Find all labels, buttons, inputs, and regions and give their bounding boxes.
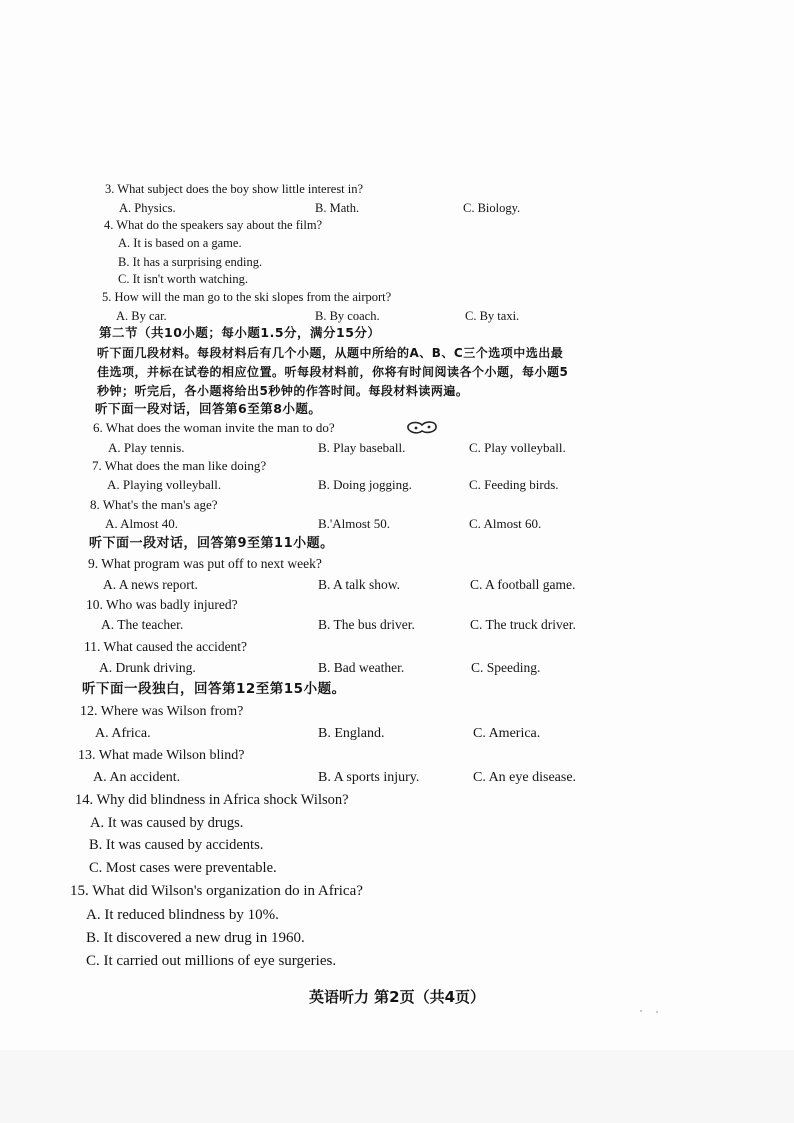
- q9-option-b: B. A talk show.: [318, 577, 401, 592]
- q12-option-c: C. America.: [473, 726, 541, 741]
- q15-option-c: C. It carried out millions of eye surgeries.: [86, 953, 337, 969]
- q3-option-a: A. Physics.: [119, 201, 176, 215]
- q7-option-b: B. Doing jogging.: [318, 477, 412, 492]
- question-9-stem: 9. What program was put off to next week?: [88, 556, 322, 571]
- q3-option-b: B. Math.: [315, 201, 360, 215]
- q12-option-b: B. England.: [318, 726, 385, 741]
- q3-option-c: C. Biology.: [463, 201, 521, 215]
- q10-option-a: A. The teacher.: [101, 617, 184, 632]
- q5-option-b: B. By coach.: [315, 309, 380, 323]
- q6-option-c: C. Play volleyball.: [469, 440, 566, 455]
- q8-option-b: B.'Almost 50.: [318, 516, 391, 531]
- section-2-heading: 第二节（共10小题；每小题1.5分，满分15分）: [99, 325, 381, 340]
- question-11-stem: 11. What caused the accident?: [84, 639, 248, 654]
- question-3-stem: 3. What subject does the boy show little interest in?: [105, 182, 364, 196]
- q14-option-c: C. Most cases were preventable.: [89, 860, 277, 876]
- q10-option-c: C. The truck driver.: [470, 617, 576, 632]
- q11-option-b: B. Bad weather.: [318, 660, 405, 675]
- q11-option-a: A. Drunk driving.: [99, 660, 196, 675]
- prompt-questions-9-11: 听下面一段对话，回答第9至第11小题。: [89, 536, 334, 551]
- scan-margin: [0, 1050, 794, 1123]
- page-footer: [0, 986, 794, 1007]
- q9-option-a: A. A news report.: [103, 577, 198, 592]
- question-10-stem: 10. Who was badly injured?: [86, 597, 238, 612]
- q8-option-c: C. Almost 60.: [469, 516, 542, 531]
- q13-option-b: B. A sports injury.: [318, 770, 420, 785]
- section-2-instruction-3: 秒钟；听完后，各小题将给出5秒钟的作答时间。每段材料读两遍。: [97, 384, 469, 398]
- q12-option-a: A. Africa.: [95, 726, 151, 741]
- q14-option-a: A. It was caused by drugs.: [90, 815, 244, 831]
- q7-option-c: C. Feeding birds.: [469, 477, 559, 492]
- question-14-stem: 14. Why did blindness in Africa shock Wilson?: [75, 792, 349, 808]
- q7-option-a: A. Playing volleyball.: [107, 477, 222, 492]
- question-13-stem: 13. What made Wilson blind?: [78, 748, 245, 763]
- question-15-stem: 15. What did Wilson's organization do in Africa?: [70, 883, 363, 899]
- q15-option-b: B. It discovered a new drug in 1960.: [86, 930, 305, 946]
- q4-option-c: C. It isn't worth watching.: [118, 272, 249, 286]
- question-5-stem: 5. How will the man go to the ski slopes from the airport?: [102, 290, 392, 304]
- question-4-stem: 4. What do the speakers say about the film?: [104, 218, 323, 232]
- q5-option-c: C. By taxi.: [465, 309, 520, 323]
- prompt-questions-12-15: 听下面一段独白，回答第12至第15小题。: [82, 681, 346, 697]
- q4-option-a: A. It is based on a game.: [118, 236, 242, 250]
- scribble-mark-icon: [405, 419, 439, 437]
- q9-option-c: C. A football game.: [470, 577, 576, 592]
- q14-option-b: B. It was caused by accidents.: [89, 837, 264, 853]
- q13-option-a: A. An accident.: [93, 770, 181, 785]
- q11-option-c: C. Speeding.: [471, 660, 541, 675]
- q15-option-a: A. It reduced blindness by 10%.: [86, 907, 279, 923]
- q13-option-c: C. An eye disease.: [473, 770, 577, 785]
- scan-speck: [640, 1010, 642, 1012]
- q5-option-a: A. By car.: [116, 309, 167, 323]
- q6-option-a: A. Play tennis.: [108, 440, 185, 455]
- scan-speck: [656, 1011, 658, 1013]
- section-2-instruction-2: 佳选项，并标在试卷的相应位置。听每段材料前，你将有时间阅读各个小题，每小题5: [97, 365, 569, 379]
- q10-option-b: B. The bus driver.: [318, 617, 415, 632]
- footer-text: 英语听力 第2页（共4页）: [308, 988, 486, 1006]
- question-6-stem: 6. What does the woman invite the man to do?: [93, 420, 335, 435]
- q8-option-a: A. Almost 40.: [105, 516, 178, 531]
- question-12-stem: 12. Where was Wilson from?: [80, 704, 244, 719]
- question-8-stem: 8. What's the man's age?: [90, 497, 218, 512]
- prompt-questions-6-8: 听下面一段对话，回答第6至第8小题。: [95, 401, 322, 416]
- question-7-stem: 7. What does the man like doing?: [92, 458, 267, 473]
- q4-option-b: B. It has a surprising ending.: [118, 255, 263, 269]
- q6-option-b: B. Play baseball.: [318, 440, 406, 455]
- section-2-instruction-1: 听下面几段材料。每段材料后有几个小题，从题中所给的A、B、C三个选项中选出最: [97, 346, 564, 360]
